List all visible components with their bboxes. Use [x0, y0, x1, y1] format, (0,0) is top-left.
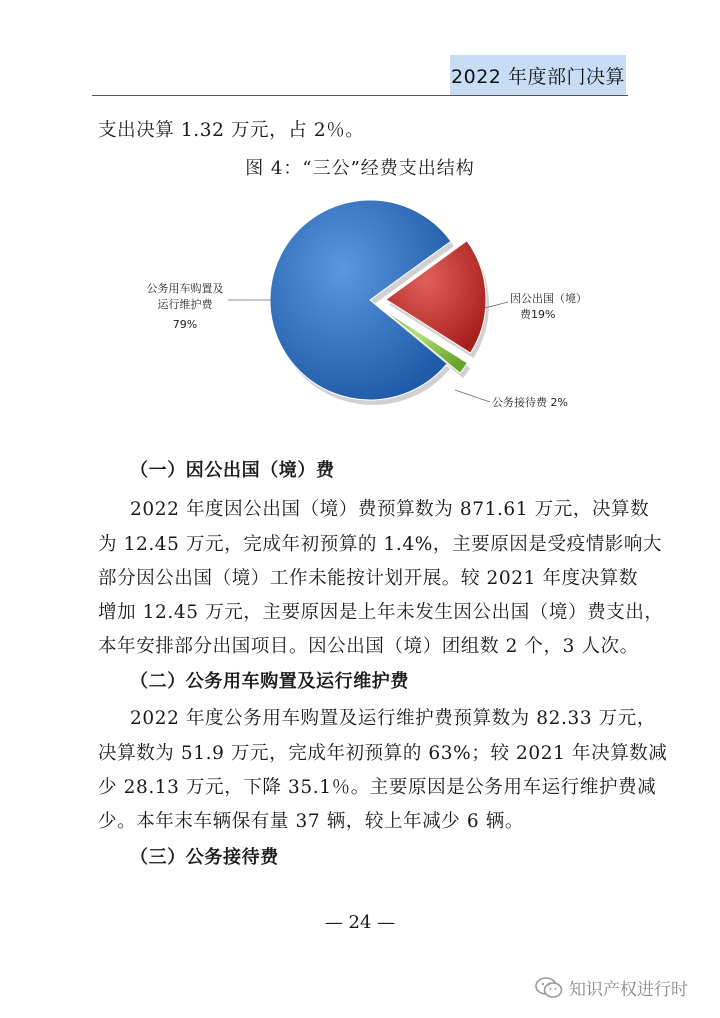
section1-heading: （一）因公出国（境）费 [130, 460, 335, 481]
section1-line: 增加 12.45 万元，主要原因是上年未发生因公出国（境）费支出， [98, 602, 664, 623]
section2-line: 少 28.13 万元，下降 35.1％。主要原因是公务用车运行维护费减 [98, 777, 657, 798]
pie-label-vehicle-pct: 79% [172, 318, 198, 331]
pie-label-overseas: 因公出国（境） [510, 292, 587, 305]
header-rule [92, 95, 628, 96]
pie-label-vehicle-line2: 运行维护费 [157, 298, 213, 311]
section1-line: 本年安排部分出国项目。因公出国（境）团组数 2 个，3 人次。 [98, 636, 639, 657]
figure-title: 图 4：“三公”经费支出结构 [245, 158, 475, 179]
page-number: — 24 — [324, 912, 396, 933]
document-header-title: 2022 年度部门决算 [450, 55, 626, 95]
body-continuation-line: 支出决算 1.32 万元，占 2％。 [98, 120, 365, 141]
pie-label-reception: 公务接待费 2% [492, 396, 568, 409]
watermark-text: 知识产权进行时 [569, 980, 688, 1000]
pie-chart [120, 190, 600, 430]
section2-line: 决算数为 51.9 万元，完成年初预算的 63%；较 2021 年决算数减 [98, 743, 668, 764]
section2-heading: （二）公务用车购置及运行维护费 [130, 671, 409, 692]
leader-line-reception [455, 390, 490, 402]
watermark [535, 975, 688, 1000]
pie-label-vehicle: 公务用车购置及 [146, 282, 224, 295]
wechat-icon [535, 977, 563, 999]
section1-line: 2022 年度因公出国（境）费预算数为 871.61 万元，决算数 [130, 499, 650, 520]
section2-line: 2022 年度公务用车购置及运行维护费预算数为 82.33 万元， [130, 708, 656, 729]
section1-line: 为 12.45 万元，完成年初预算的 1.4%，主要原因是受疫情影响大 [98, 534, 663, 555]
section1-line: 部分因公出国（境）工作未能按计划开展。较 2021 年度决算数 [98, 568, 638, 589]
section3-heading: （三）公务接待费 [130, 847, 279, 868]
section2-line: 少。本年末车辆保有量 37 辆，较上年减少 6 辆。 [98, 811, 524, 832]
pie-label-overseas-line2: 费19% [520, 308, 556, 321]
